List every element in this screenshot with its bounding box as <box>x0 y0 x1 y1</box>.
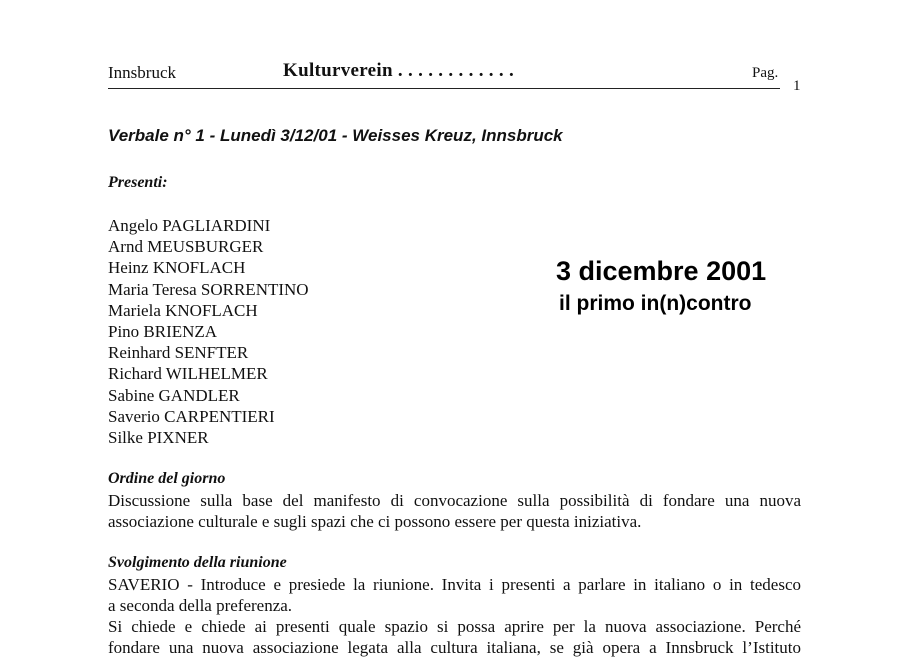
attendees-list <box>108 215 309 448</box>
event-subtitle-caption: il primo in(n)contro <box>559 292 752 315</box>
attendee-name: Arnd MEUSBURGER <box>108 237 264 257</box>
proceedings-line: SAVERIO - Introduce e presiede la riunione. Invita i presenti a parlare in italiano o in tedesco <box>108 575 801 594</box>
minutes-title: Verbale n° 1 - Lunedì 3/12/01 - Weisses Kreuz, Innsbruck <box>108 126 563 145</box>
attendee-name: Heinz KNOFLACH <box>108 258 246 278</box>
attendee-name: Angelo PAGLIARDINI <box>108 216 271 235</box>
header-title: Kulturverein . . . . . . . . . . . . <box>283 60 515 81</box>
proceedings-line: a seconda della preferenza. <box>108 596 293 615</box>
attendee-name: Maria Teresa SORRENTINO <box>108 279 309 299</box>
header-location: Innsbruck <box>108 63 176 82</box>
agenda-paragraph <box>108 490 801 532</box>
proceedings-line: fondare una nuova associazione legata alla cultura italiana, se già opera a Innsbruck l’Istituto <box>108 638 801 657</box>
attendee-name: Silke PIXNER <box>108 427 209 447</box>
proceedings-heading: Svolgimento della riunione <box>108 554 287 571</box>
attendees-heading: Presenti: <box>108 174 168 191</box>
event-date-caption: 3 dicembre 2001 <box>556 256 767 286</box>
agenda-line: Discussione sulla base del manifesto di convocazione sulla possibilità di fondare una nuova <box>108 491 801 510</box>
attendee-name: Mariela KNOFLACH <box>108 300 258 320</box>
header-page-number: 1 <box>793 78 801 94</box>
header-page-label: Pag. <box>752 65 779 81</box>
attendee-name: Pino BRIENZA <box>108 321 218 341</box>
proceedings-paragraph <box>108 574 801 658</box>
proceedings-line: Si chiede e chiede ai presenti quale spazio si possa aprire per la nuova associazione. Perché <box>108 617 801 636</box>
agenda-line: associazione culturale e sugli spazi che ci possono essere per questa iniziativa. <box>108 512 642 531</box>
header-divider <box>108 88 780 89</box>
attendee-name: Saverio CARPENTIERI <box>108 406 275 426</box>
attendee-name: Richard WILHELMER <box>108 364 268 384</box>
attendee-name: Sabine GANDLER <box>108 385 240 405</box>
agenda-heading: Ordine del giorno <box>108 470 226 487</box>
attendee-name: Reinhard SENFTER <box>108 343 249 363</box>
